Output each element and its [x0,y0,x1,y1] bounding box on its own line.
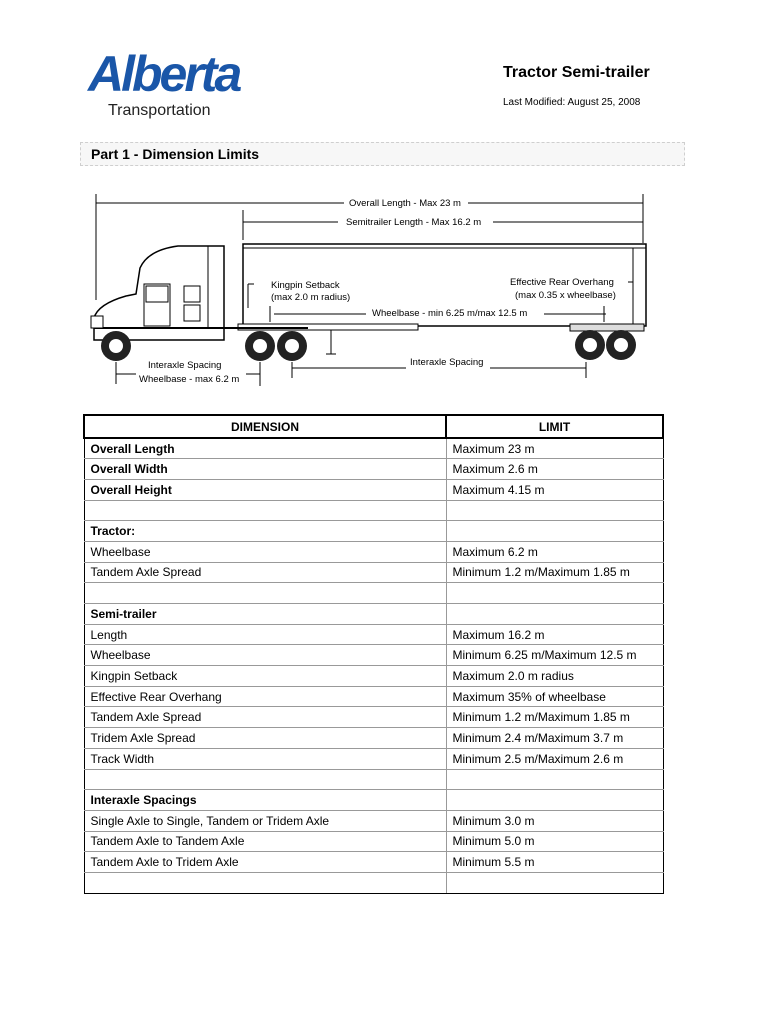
front-hub [109,339,123,353]
dimension-cell: Wheelbase [84,541,446,562]
table-row [84,810,663,831]
dimension-cell: Length [84,624,446,645]
limit-cell [446,500,663,521]
limit-cell [446,604,663,625]
dimension-cell: Tridem Axle Spread [84,728,446,749]
table-row [84,748,663,769]
dimension-cell: Tandem Axle to Tandem Axle [84,831,446,852]
limit-cell: Maximum 35% of wheelbase [446,686,663,707]
logo-wordmark: Alberta [88,46,240,102]
overall-length-label: Overall Length - Max 23 m [349,198,461,209]
table-row [84,541,663,562]
table-row [84,707,663,728]
limit-cell [446,769,663,790]
last-modified: Last Modified: August 25, 2008 [503,97,641,108]
table-row [84,562,663,583]
tractor-wheelbase-label: Wheelbase - max 6.2 m [139,374,240,385]
cab-window [146,286,168,302]
table-row [84,666,663,687]
table-row [84,790,663,811]
sleeper-window-top [184,286,200,302]
part-heading-box [80,142,685,166]
part-title: Part 1 - Dimension Limits [91,146,260,162]
dimension-table [83,414,664,894]
limit-cell: Maximum 2.0 m radius [446,666,663,687]
dimension-cell: Tandem Axle to Tridem Axle [84,852,446,873]
interaxle-left-label: Interaxle Spacing [148,360,222,371]
table-row [84,872,663,893]
limit-cell: Minimum 3.0 m [446,810,663,831]
interaxle-right-label: Interaxle Spacing [410,357,484,368]
dimension-cell [84,583,446,604]
dimension-cell: Track Width [84,748,446,769]
semitrailer-length-label: Semitrailer Length - Max 16.2 m [346,217,482,228]
table-row [84,583,663,604]
front-grille [91,316,103,328]
limit-cell: Minimum 1.2 m/Maximum 1.85 m [446,707,663,728]
limit-cell: Minimum 1.2 m/Maximum 1.85 m [446,562,663,583]
table-row [84,645,663,666]
drive-hub-2 [285,339,299,353]
rear-overhang-label-2: (max 0.35 x wheelbase) [515,290,616,301]
dimension-cell: Tandem Axle Spread [84,562,446,583]
table-row [84,459,663,480]
header-dimension: DIMENSION [84,415,446,438]
dimension-cell [84,872,446,893]
dimension-cell: Overall Width [84,459,446,480]
dimension-cell: Tandem Axle Spread [84,707,446,728]
dimension-cell: Overall Height [84,479,446,500]
table-row [84,624,663,645]
limit-cell: Minimum 6.25 m/Maximum 12.5 m [446,645,663,666]
table-row [84,500,663,521]
dimension-cell [84,500,446,521]
limit-cell: Minimum 5.0 m [446,831,663,852]
header-limit: LIMIT [446,415,663,438]
kingpin-label-2: (max 2.0 m radius) [271,292,351,303]
table-row [84,728,663,749]
table-row [84,769,663,790]
limit-cell: Maximum 16.2 m [446,624,663,645]
limit-cell [446,583,663,604]
limit-cell: Maximum 2.6 m [446,459,663,480]
dimension-cell: Single Axle to Single, Tandem or Tridem Axle [84,810,446,831]
dimension-cell: Interaxle Spacings [84,790,446,811]
rear-overhang-label-1: Effective Rear Overhang [510,277,614,288]
sleeper-window-bottom [184,305,200,321]
table-row [84,479,663,500]
limit-cell: Minimum 2.5 m/Maximum 2.6 m [446,748,663,769]
limit-cell: Minimum 5.5 m [446,852,663,873]
limit-cell: Maximum 23 m [446,438,663,459]
limit-cell [446,790,663,811]
table-row [84,521,663,542]
trailer-hub-1 [583,338,597,352]
drive-hub-1 [253,339,267,353]
limit-cell [446,521,663,542]
limit-cell [446,872,663,893]
dimension-cell: Overall Length [84,438,446,459]
table-row [84,686,663,707]
table-row [84,831,663,852]
dimension-cell: Tractor: [84,521,446,542]
truck-diagram [88,188,660,400]
table-row [84,852,663,873]
kingpin-label-1: Kingpin Setback [271,280,340,291]
limit-cell: Minimum 2.4 m/Maximum 3.7 m [446,728,663,749]
page-title: Tractor Semi-trailer [503,64,650,81]
dimension-cell [84,769,446,790]
dimension-cell: Wheelbase [84,645,446,666]
trailer-rear-bogie [570,324,644,331]
dimension-cell: Semi-trailer [84,604,446,625]
trailer-hub-2 [614,338,628,352]
dimension-cell: Effective Rear Overhang [84,686,446,707]
table-row [84,438,663,459]
alberta-logo [88,44,258,124]
logo-subtitle: Transportation [108,102,211,119]
trailer-wheelbase-label: Wheelbase - min 6.25 m/max 12.5 m [372,308,528,319]
dimension-cell: Kingpin Setback [84,666,446,687]
limit-cell: Maximum 6.2 m [446,541,663,562]
limit-cell: Maximum 4.15 m [446,479,663,500]
table-row [84,604,663,625]
